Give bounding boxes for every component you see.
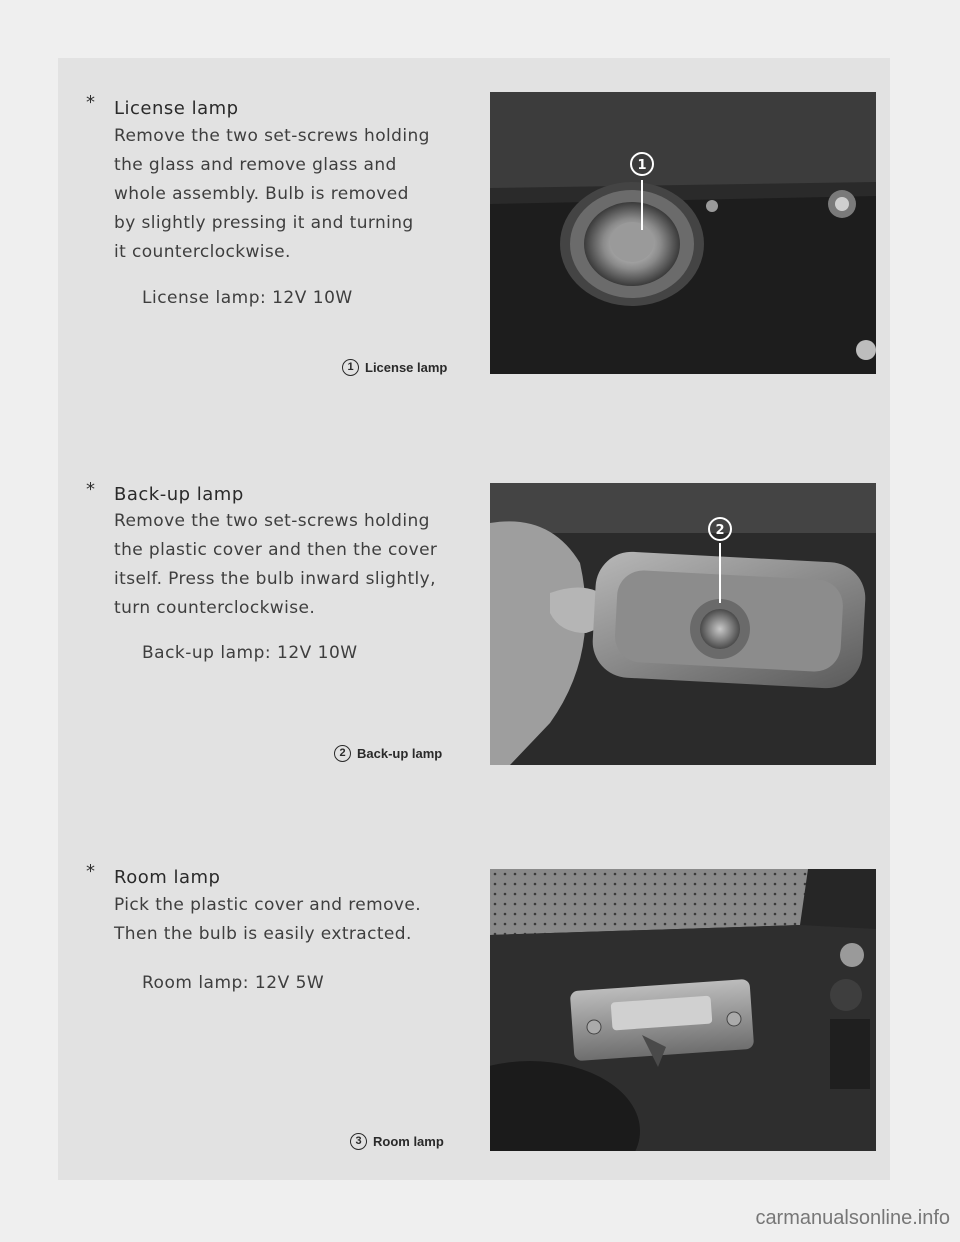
body-line: whole assembly. Bulb is removed (114, 184, 409, 204)
body-line: Remove the two set-screws holding (114, 126, 430, 146)
body-line: itself. Press the bulb inward slightly, (114, 569, 436, 589)
body-line: the plastic cover and then the cover (114, 540, 438, 560)
body-line: Remove the two set-screws holding (114, 511, 430, 531)
section-heading: Back-up lamp (114, 484, 244, 505)
figure-caption (334, 745, 442, 762)
body-line: it counterclockwise. (114, 242, 291, 262)
body-line: the glass and remove glass and (114, 155, 397, 175)
bullet-marker: * (86, 861, 95, 882)
body-line: by slightly pressing it and turning (114, 213, 414, 233)
photo-callout-2: 2 (715, 523, 725, 538)
spec-line: Room lamp: 12V 5W (142, 973, 325, 993)
body-line: Pick the plastic cover and remove. (114, 895, 422, 915)
bullet-marker: * (86, 479, 95, 500)
backup-lamp-photo (490, 483, 876, 765)
room-lamp-photo (490, 869, 876, 1151)
figure-caption (350, 1133, 444, 1150)
photo-callout-1: 1 (637, 158, 647, 173)
caption-text: Back-up lamp (357, 746, 443, 761)
figure-caption (342, 359, 447, 376)
callout-number: 2 (334, 745, 351, 762)
license-lamp-photo (490, 92, 876, 374)
body-line: Then the bulb is easily extracted. (114, 924, 412, 944)
body-line: turn counterclockwise. (114, 598, 316, 618)
caption-text: Room lamp (373, 1134, 444, 1149)
section-heading: Room lamp (114, 867, 221, 888)
section-body (114, 891, 464, 949)
section-heading: License lamp (114, 98, 239, 119)
bullet-marker: * (86, 92, 95, 113)
spec-line: License lamp: 12V 10W (142, 288, 353, 308)
spec-line: Back-up lamp: 12V 10W (142, 643, 358, 663)
section-body (114, 122, 464, 267)
section-body (114, 507, 464, 623)
caption-text: License lamp (365, 360, 448, 375)
callout-number: 1 (342, 359, 359, 376)
watermark-link[interactable]: carmanualsonline.info (755, 1207, 950, 1229)
callout-number: 3 (350, 1133, 367, 1150)
